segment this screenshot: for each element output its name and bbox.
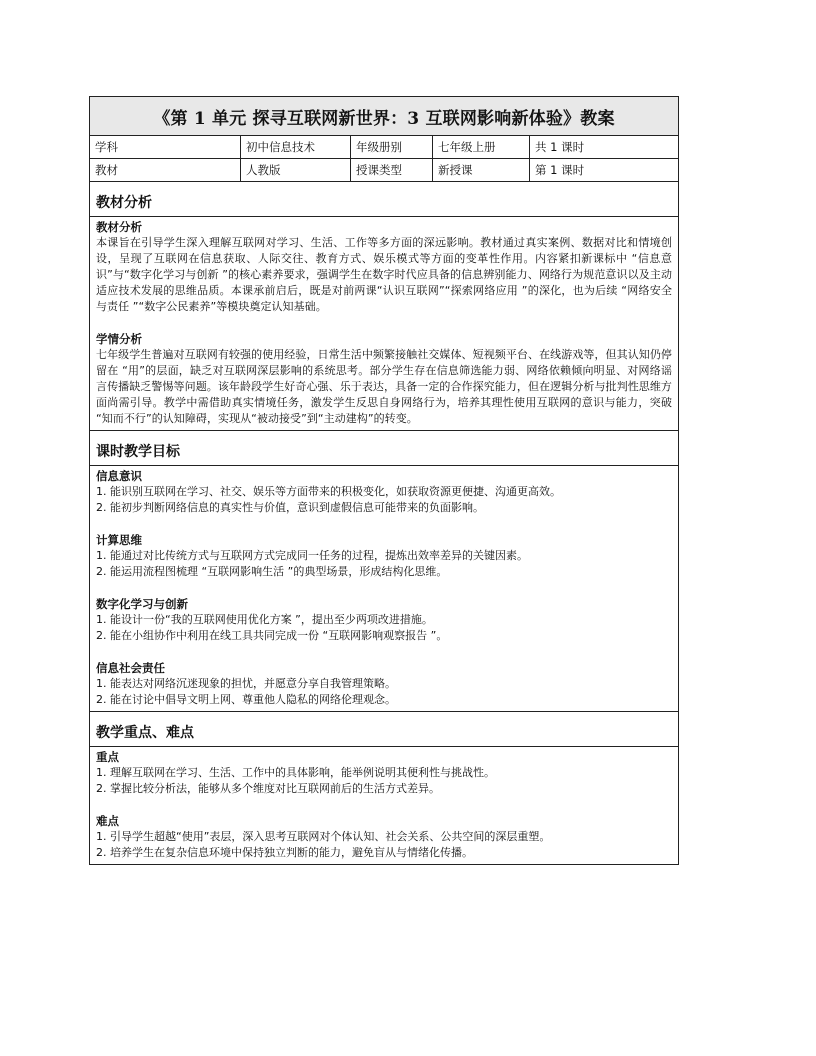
meta-grade-label: 年级册别 — [351, 136, 433, 158]
key-points-heading: 教学重点、难点 — [90, 712, 678, 747]
goal-item: 1. 能表达对网络沉迷现象的担忧，并愿意分享自我管理策略。 — [96, 677, 396, 690]
material-analysis-title: 教材分析 — [96, 220, 142, 234]
meta-grade-value: 七年级上册 — [433, 136, 530, 158]
goal-group-title: 计算思维 — [96, 533, 142, 547]
meta-lesson-type-value: 新授课 — [433, 159, 530, 181]
material-analysis-text: 本课旨在引导学生深入理解互联网对学习、生活、工作等多方面的深远影响。教材通过真实案例、数据对比和情境创设，呈现了互联网在信息获取、人际交往、教育方式、娱乐模式等方面的变革性作用。内容紧扣新课标中 “信息意识”与“数字化学习与创新 ”的核心素养要求，强调学生在数字时代应具备的信息辨别能力、网络行为规范意识以及主动适应技术发展的思维品质。本课承前启后，既是对前两课“认识互联网”“探索网络应用 ”的深化，也为后续 “网络安全与责任 ”“数字公民素养”等模块奠定认知基础。 — [96, 236, 672, 313]
analysis-section — [90, 182, 678, 431]
meta-row-2 — [90, 159, 678, 182]
meta-textbook-label: 教材 — [90, 159, 241, 181]
key-item: 2. 掌握比较分析法，能够从多个维度对比互联网前后的生活方式差异。 — [96, 782, 440, 795]
goal-group-title: 信息社会责任 — [96, 661, 165, 675]
goal-item: 2. 能初步判断网络信息的真实性与价值，意识到虚假信息可能带来的负面影响。 — [96, 501, 484, 514]
key-item: 2. 培养学生在复杂信息环境中保持独立判断的能力，避免盲从与情绪化传播。 — [96, 846, 473, 859]
goals-section — [90, 431, 678, 712]
key-group-title: 难点 — [96, 814, 119, 828]
meta-subject-value: 初中信息技术 — [241, 136, 351, 158]
lesson-plan-table — [89, 96, 679, 865]
goal-item: 2. 能运用流程图梳理 “互联网影响生活 ”的典型场景，形成结构化思维。 — [96, 565, 448, 578]
meta-textbook-value: 人教版 — [241, 159, 351, 181]
goal-item: 2. 能在小组协作中利用在线工具共同完成一份 “互联网影响观察报告 ”。 — [96, 629, 448, 642]
document-title: 《第 1 单元 探寻互联网新世界：3 互联网影响新体验》教案 — [90, 97, 678, 136]
goal-item: 1. 能设计一份“我的互联网使用优化方案 ”，提出至少两项改进措施。 — [96, 613, 433, 626]
key-item: 1. 理解互联网在学习、生活、工作中的具体影响，能举例说明其便利性与挑战性。 — [96, 766, 495, 779]
meta-current-hour: 第 1 课时 — [535, 163, 585, 177]
goal-group-title: 信息意识 — [96, 469, 142, 483]
goal-group-title: 数字化学习与创新 — [96, 597, 188, 611]
meta-total-hours: 共 1 课时 — [535, 140, 585, 154]
key-item: 1. 引导学生超越“使用”表层，深入思考互联网对个体认知、社会关系、公共空间的深层重塑。 — [96, 830, 551, 843]
goal-item: 2. 能在讨论中倡导文明上网、尊重他人隐私的网络伦理观念。 — [96, 693, 396, 706]
student-analysis-text: 七年级学生普遍对互联网有较强的使用经验，日常生活中频繁接触社交媒体、短视频平台、在线游戏等，但其认知仍停留在 “用”的层面，缺乏对互联网深层影响的系统思考。部分学生存在信息筛选能力弱、网络依赖倾向明显、对网络谣言传播缺乏警惕等问题。该年龄段学生好奇心强、乐于表达，具备一定的合作探究能力，但在逻辑分析与批判性思维方面尚需引导。教学中需借助真实情境任务，激发学生反思自身网络行为，培养其理性使用互联网的意识与能力，突破 “知而不行”的认知障碍，实现从“被动接受”到“主动建构”的转变。 — [96, 348, 672, 425]
goal-item: 1. 能通过对比传统方式与互联网方式完成同一任务的过程，提炼出效率差异的关键因素。 — [96, 549, 528, 562]
meta-subject-label: 学科 — [90, 136, 241, 158]
meta-lesson-type-label: 授课类型 — [351, 159, 433, 181]
key-group-title: 重点 — [96, 750, 119, 764]
analysis-heading: 教材分析 — [90, 182, 678, 217]
student-analysis-title: 学情分析 — [96, 332, 142, 346]
goals-heading: 课时教学目标 — [90, 431, 678, 466]
key-points-section — [90, 712, 678, 864]
meta-row-1 — [90, 136, 678, 159]
goal-item: 1. 能识别互联网在学习、社交、娱乐等方面带来的积极变化，如获取资源更便捷、沟通更高效。 — [96, 485, 561, 498]
